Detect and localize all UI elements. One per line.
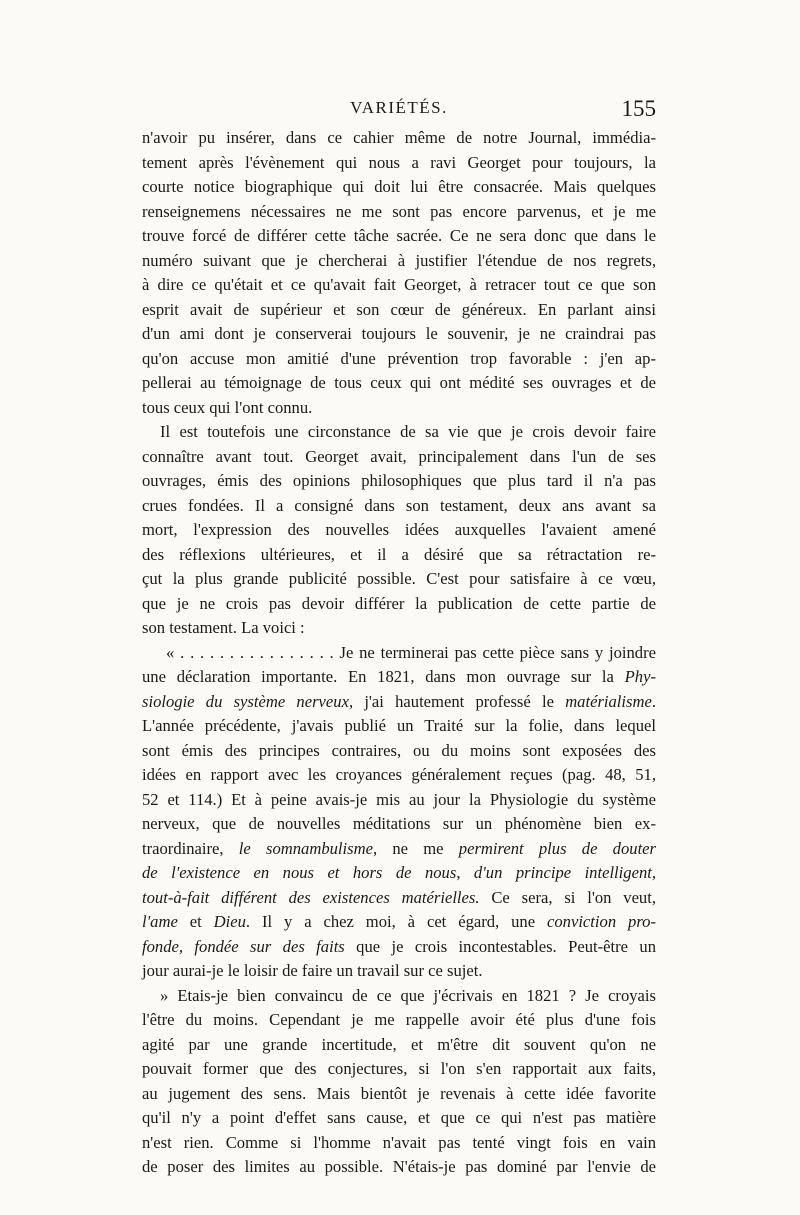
text-line: tement après l'évènement qui nous a ravi Georget pour toujours, la xyxy=(142,152,656,172)
quote-line: 52 et 114.) Et à peine avais-je mis au jour la Physiologie du système xyxy=(142,789,656,809)
text-line: son testament. La voici : xyxy=(142,618,305,637)
text-line: des réflexions ultérieures, et il a désiré que sa rétractation re- xyxy=(142,544,656,564)
quote-line: n'est rien. Comme si l'homme n'avait pas tenté vingt fois en vain xyxy=(142,1132,656,1152)
text-line: courte notice biographique qui doit lui être consacrée. Mais quelques xyxy=(142,177,656,196)
text-line: esprit avait de supérieur et son cœur de généreux. En parlant ainsi xyxy=(142,299,656,319)
quote-line: idées en rapport avec les croyances généralement reçues (pag. 48, 51, xyxy=(142,765,656,784)
text-line: renseignemens nécessaires ne me sont pas encore parvenus, et je me xyxy=(142,201,656,221)
quote-line: jour aurai-je le loisir de faire un travail sur ce sujet. xyxy=(142,961,483,980)
running-title: VARIÉTÉS. xyxy=(350,98,448,117)
quote-line: pouvait former que des conjectures, si l'on s'en rapportait aux faits, xyxy=(142,1059,656,1078)
quote-line: nerveux, que de nouvelles méditations sur un phénomène bien ex- xyxy=(142,814,656,833)
page-number: 155 xyxy=(621,96,656,121)
page-header xyxy=(142,96,656,124)
quote-line: L'année précédente, j'avais publié un Traité sur la folie, dans lequel xyxy=(142,716,656,735)
quote-line: de l'existence en nous et hors de nous, d'un principe intelligent, xyxy=(142,863,657,882)
text-line: n'avoir pu insérer, dans ce cahier même de notre Journal, immédia- xyxy=(142,128,656,147)
quote-line: au jugement des sens. Mais bientôt je revenais à cette idée favorite xyxy=(142,1083,656,1103)
quote-line: l'être du moins. Cependant je me rappelle avoir été plus d'une fois xyxy=(142,1010,656,1029)
quote-line: l'ame et Dieu. Il y a chez moi, à cet égard, une conviction pro- xyxy=(142,912,656,931)
quote-line: qu'il n'y a point d'effet sans cause, et que ce qui n'est pas matière xyxy=(142,1108,656,1127)
text-line: d'un ami dont je conserverai toujours le souvenir, je ne craindrai pas xyxy=(142,324,656,343)
text-line: tous ceux qui l'ont connu. xyxy=(142,397,313,417)
text-line: connaître avant tout. Georget avait, principalement dans l'un de ses xyxy=(142,446,656,466)
text-line: que je ne crois pas devoir différer la publication de cette partie de xyxy=(142,593,656,613)
text-line: mort, l'expression des nouvelles idées auxquelles l'avaient amené xyxy=(142,520,656,539)
quote-line: de poser des limites au possible. N'étais-je pas dominé par l'envie de xyxy=(142,1157,656,1176)
text-line: à dire ce qu'était et ce qu'avait fait Georget, à retracer tout ce que son xyxy=(142,275,656,294)
quote-line: « . . . . . . . . . . . . . . . . Je ne terminerai pas cette pièce sans y joindre xyxy=(166,642,656,662)
quote-line: tout-à-fait différent des existences matérielles. Ce sera, si l'on veut, xyxy=(142,887,656,907)
text-line: ouvrages, émis des opinions philosophiques que plus tard il n'a pas xyxy=(142,471,656,490)
quote-line: siologie du système nerveux, j'ai hautement professé le matérialisme. xyxy=(142,691,656,711)
quote-line: fonde, fondée sur des faits que je crois incontestables. Peut-être un xyxy=(142,936,656,956)
body-text xyxy=(142,126,656,1180)
text-line: trouve forcé de différer cette tâche sacrée. Ce ne sera donc que dans le xyxy=(142,226,656,245)
quote-line: une déclaration importante. En 1821, dans mon ouvrage sur la Phy- xyxy=(142,667,656,686)
text-line: pellerai au témoignage de tous ceux qui ont médité ses ouvrages et de xyxy=(142,373,656,392)
quote-line: agité par une grande incertitude, et m'être dit souvent qu'on ne xyxy=(142,1034,656,1054)
text-line: crues fondées. Il a consigné dans son testament, deux ans avant sa xyxy=(142,495,656,515)
text-line: Il est toutefois une circonstance de sa vie que je crois devoir faire xyxy=(160,422,656,441)
text-line: qu'on accuse mon amitié d'une prévention trop favorable : j'en ap- xyxy=(142,348,656,368)
quote-line: » Etais-je bien convaincu de ce que j'écrivais en 1821 ? Je croyais xyxy=(160,985,656,1005)
text-line: çut la plus grande publicité possible. C'est pour satisfaire à ce vœu, xyxy=(142,569,656,588)
quote-line: sont émis des principes contraires, ou du moins sont exposées des xyxy=(142,740,656,760)
text-line: numéro suivant que je chercherai à justifier l'étendue de nos regrets, xyxy=(142,250,656,270)
quote-line: traordinaire, le somnambulisme, ne me permirent plus de douter xyxy=(142,838,657,858)
